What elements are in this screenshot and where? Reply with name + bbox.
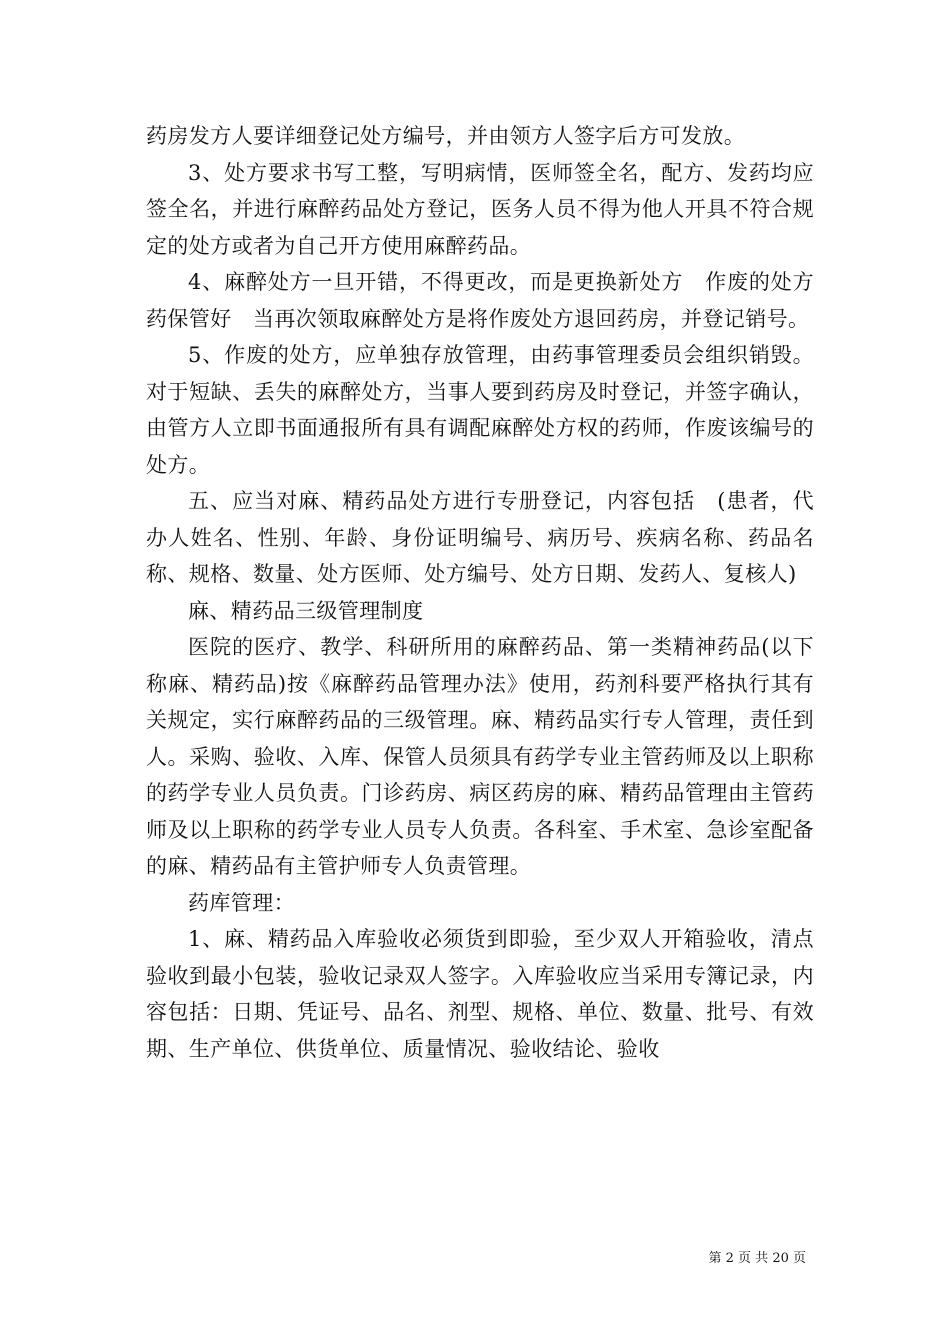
document-body xyxy=(146,118,814,1067)
page-number: 第 2 页 共 20 页 xyxy=(708,1251,806,1266)
section-heading-three-level-management: 麻、精药品三级管理制度 xyxy=(188,598,424,623)
paragraph-dispensing-register: 药房发方人要详细登记处方编号，并由领方人签字后方可发放。 xyxy=(146,124,746,148)
paragraph-item-3-prescription-writing: 3、处方要求书写工整，写明病情，医师签全名，配方、发药均应签全名，并进行麻醉药品处方登记，医务人员不得为他人开具不符合规定的处方或者为自己开方使用麻醉药品。 xyxy=(146,160,814,258)
section-heading-warehouse-management: 药库管理： xyxy=(188,890,295,915)
paragraph-section-5-register: 五、应当对麻、精药品处方进行专册登记，内容包括 (患者，代办人姓名、性别、年龄、身份证明编号、病历号、疾病名称、药品名称、规格、数量、处方医师、处方编号、处方日期、发药人、复核人) xyxy=(146,489,814,586)
paragraph-item-5-void-prescription: 5、作废的处方，应单独存放管理，由药事管理委员会组织销毁。对于短缺、丢失的麻醉处方，当事人要到药房及时登记，并签字确认，由管方人立即书面通报所有具有调配麻醉处方权的药师，作废该编号的处方。 xyxy=(146,343,814,477)
paragraph-warehouse-item-1: 1、麻、精药品入库验收必须货到即验，至少双人开箱验收，清点验收到最小包装，验收记录双人签字。入库验收应当采用专簿记录，内容包括：日期、凭证号、品名、剂型、规格、单位、数量、批号、有效期、生产单位、供货单位、质量情况、验收结论、验收 xyxy=(146,927,814,1061)
paragraph-item-4-wrong-prescription: 4、麻醉处方一旦开错，不得更改，而是更换新处方 作废的处方药保管好 当再次领取麻醉处方是将作废处方退回药房，并登记销号。 xyxy=(146,270,814,331)
paragraph-hospital-management: 医院的医疗、教学、科研所用的麻醉药品、第一类精神药品(以下称麻、精药品)按《麻醉药品管理办法》使用，药剂科要严格执行其有关规定，实行麻醉药品的三级管理。麻、精药品实行专人管理，责任到人。采购、验收、入库、保管人员须具有药学专业主管药师及以上职称的药学专业人员负责。门诊药房、病区药房的麻、精药品管理由主管药师及以上职称的药学专业人员专人负责。各科室、手术室、急诊室配备的麻、精药品有主管护师专人负责管理。 xyxy=(146,635,814,878)
